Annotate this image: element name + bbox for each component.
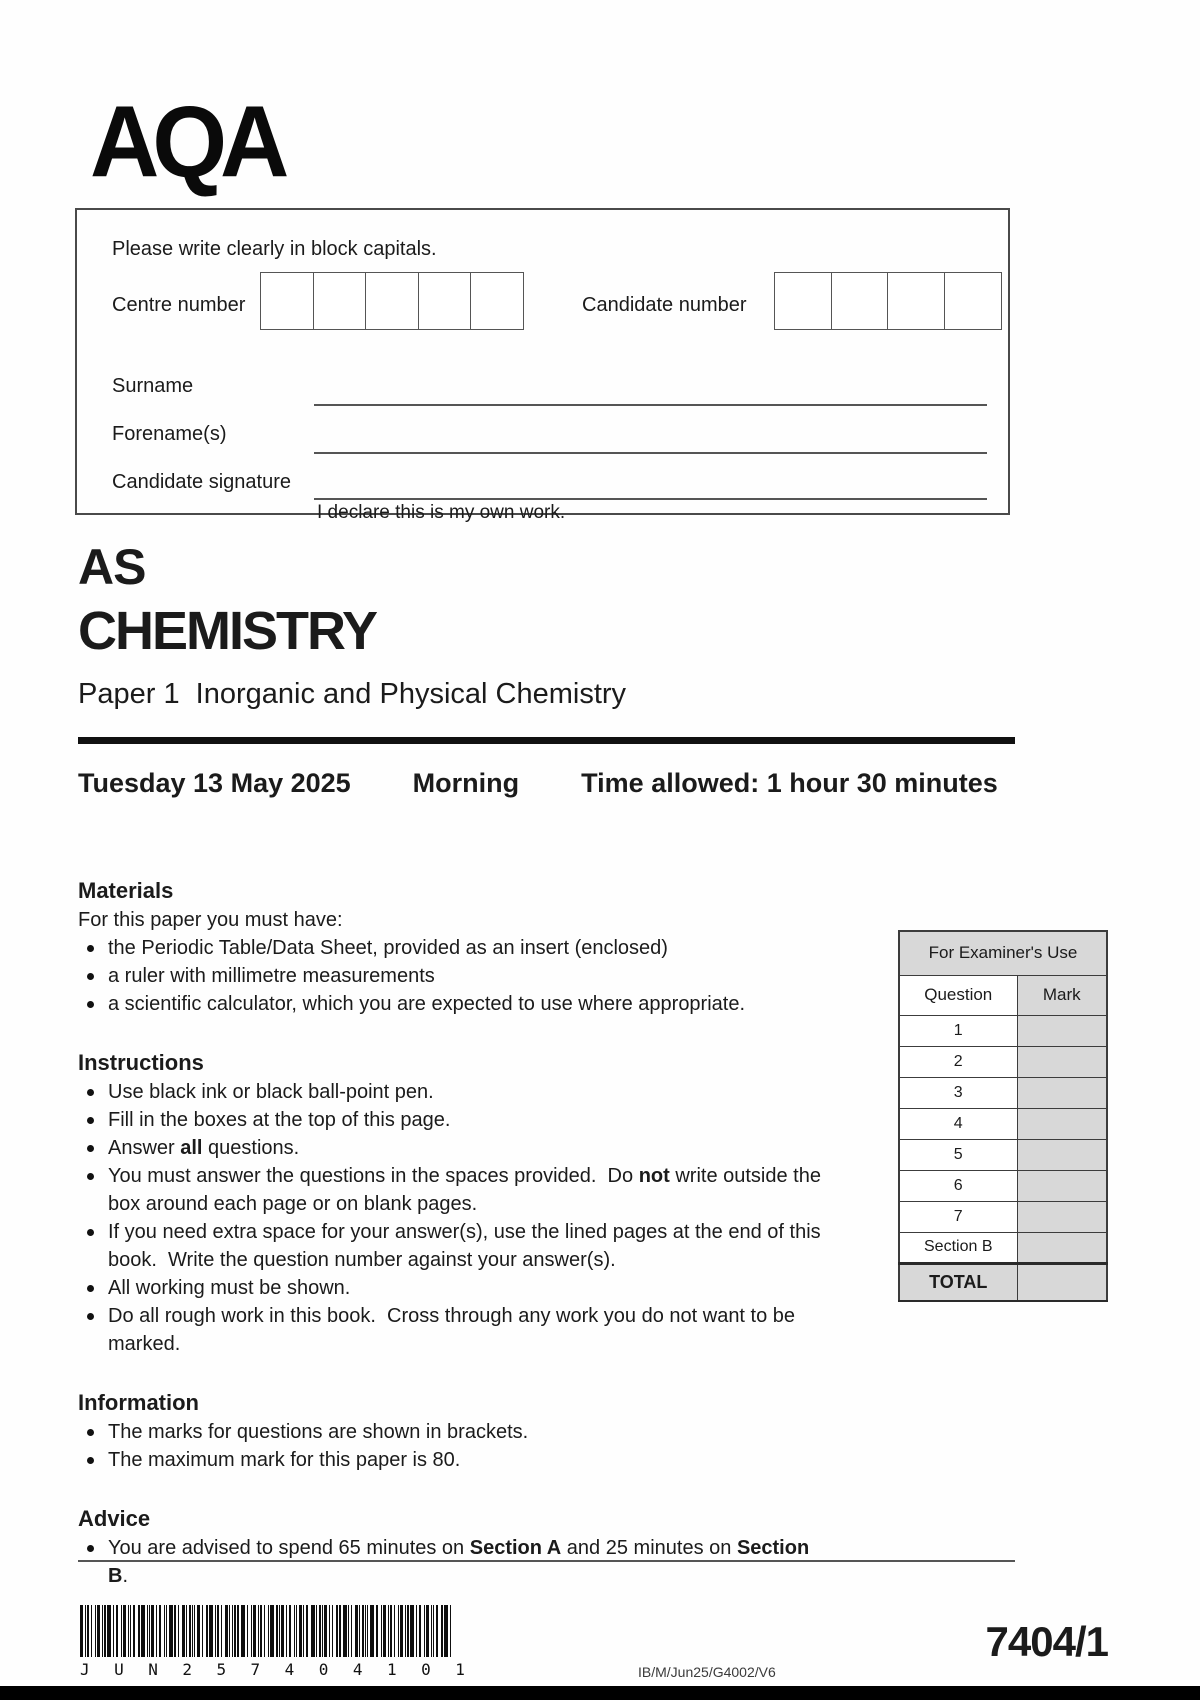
question-cell: 4: [899, 1108, 1017, 1139]
barcode-bar: [209, 1605, 213, 1657]
barcode-bar: [206, 1605, 208, 1657]
barcode-bar: [91, 1605, 92, 1657]
surname-input-line[interactable]: [314, 404, 987, 406]
question-cell: TOTAL: [899, 1263, 1017, 1301]
bullet-item: [78, 1274, 830, 1302]
barcode-bar: [289, 1605, 291, 1657]
candidate-number-boxes: [774, 272, 1000, 330]
section-instructions: [78, 1048, 830, 1358]
barcode-bar: [80, 1605, 83, 1657]
mark-cell: [1017, 1201, 1107, 1232]
centre-number-boxes: [260, 272, 523, 330]
barcode-char: 1: [455, 1660, 465, 1679]
bullet-item: [78, 1134, 830, 1162]
barcode-bar: [156, 1605, 157, 1657]
barcode-bar: [151, 1605, 154, 1657]
paper-title: Paper 1 Inorganic and Physical Chemistry: [78, 678, 627, 710]
bullet-item: [78, 1446, 830, 1474]
barcode-bar: [197, 1605, 200, 1657]
examiner-row: [899, 1232, 1107, 1263]
barcode-bar: [351, 1605, 352, 1657]
barcode-bar: [130, 1605, 131, 1657]
barcode-bar: [286, 1605, 287, 1657]
barcode-bar: [424, 1605, 425, 1657]
barcode-bar: [202, 1605, 203, 1657]
examiner-row: [899, 1015, 1107, 1046]
barcode-bar: [426, 1605, 429, 1657]
barcode-bar: [324, 1605, 327, 1657]
barcode-bar: [85, 1605, 86, 1657]
barcode-bar: [270, 1605, 274, 1657]
barcode-bar: [381, 1605, 382, 1657]
barcode-bar: [141, 1605, 145, 1657]
mark-cell: [1017, 1015, 1107, 1046]
barcode-bar: [365, 1605, 366, 1657]
forename-input-line[interactable]: [314, 452, 987, 454]
bullet-text: Do all rough work in this book. Cross through any work you do not want to be marked.: [108, 1305, 801, 1355]
barcode-char: 0: [421, 1660, 431, 1679]
barcode-char: N: [148, 1660, 158, 1679]
footer-rule: [78, 1560, 1015, 1562]
barcode-bar: [343, 1605, 347, 1657]
examiner-row: [899, 1170, 1107, 1201]
bullet-text: a ruler with millimetre measurements: [108, 965, 435, 987]
question-cell: 3: [899, 1077, 1017, 1108]
bullet-text: Answer all questions.: [108, 1137, 300, 1159]
barcode-char: 2: [182, 1660, 192, 1679]
mark-cell: [1017, 1170, 1107, 1201]
barcode-bar: [138, 1605, 140, 1657]
section-heading: Instructions: [78, 1050, 204, 1075]
declaration-text: I declare this is my own work.: [317, 502, 566, 523]
bullet-item: [78, 1078, 830, 1106]
entry-box[interactable]: [260, 272, 314, 330]
barcode-bar: [232, 1605, 233, 1657]
barcode-bar: [97, 1605, 100, 1657]
bullet-item: [78, 1218, 830, 1274]
bullet-text: The maximum mark for this paper is 80.: [108, 1449, 461, 1471]
barcode-bar: [299, 1605, 302, 1657]
bullet-item: [78, 962, 830, 990]
barcode-bar: [247, 1605, 248, 1657]
mark-cell: [1017, 1232, 1107, 1263]
barcode-char: U: [114, 1660, 124, 1679]
barcode-bar: [113, 1605, 114, 1657]
barcode-bar: [169, 1605, 173, 1657]
examiner-col-mark: Mark: [1017, 975, 1107, 1015]
bullet-text: All working must be shown.: [108, 1277, 351, 1299]
barcode-bar: [311, 1605, 315, 1657]
entry-box[interactable]: [887, 272, 945, 330]
barcode-bar: [370, 1605, 374, 1657]
subject-title: CHEMISTRY: [78, 601, 377, 661]
barcode-bar: [339, 1605, 341, 1657]
forename-label: Forename(s): [112, 423, 227, 445]
barcode-bar: [336, 1605, 338, 1657]
examiner-row: [899, 1201, 1107, 1232]
barcode-bar: [186, 1605, 187, 1657]
paper-reference: 7404/1: [985, 1618, 1108, 1665]
bullet-text: Use black ink or black ball-point pen.: [108, 1081, 434, 1103]
bullet-item: [78, 1106, 830, 1134]
bullet-item: [78, 1534, 830, 1590]
candidate-details-box: [75, 208, 1010, 523]
examiner-col-question: Question: [899, 975, 1017, 1015]
barcode-bar: [281, 1605, 284, 1657]
centre-number-label: Centre number: [112, 294, 246, 316]
examiner-row: [899, 1077, 1107, 1108]
question-cell: Section B: [899, 1232, 1017, 1263]
barcode-bar: [398, 1605, 399, 1657]
bullet-text: You must answer the questions in the spaces provided. Do not write outside the box around each page or on blank pages.: [108, 1165, 827, 1215]
aqa-logo: AQA: [90, 86, 283, 199]
barcode-bar: [225, 1605, 228, 1657]
barcode-bar: [355, 1605, 358, 1657]
barcode-bar: [441, 1605, 443, 1657]
barcode-bar: [348, 1605, 349, 1657]
section-heading: Information: [78, 1390, 199, 1415]
barcode-bar: [306, 1605, 308, 1657]
surname-label: Surname: [112, 375, 194, 397]
barcode-bar: [104, 1605, 106, 1657]
section-bullet-list: [78, 934, 830, 1018]
barcode-bar: [329, 1605, 330, 1657]
section-advice: [78, 1504, 830, 1590]
bullet-item: [78, 990, 830, 1018]
barcode-bar: [253, 1605, 256, 1657]
barcode-bar: [383, 1605, 386, 1657]
question-cell: 6: [899, 1170, 1017, 1201]
section-heading: Materials: [78, 878, 174, 903]
examiner-title-row: [899, 931, 1107, 975]
section-bullet-list: [78, 1534, 830, 1590]
examiner-table: [898, 930, 1108, 1302]
barcode-bar: [433, 1605, 434, 1657]
question-cell: 1: [899, 1015, 1017, 1046]
barcode-bar: [405, 1605, 406, 1657]
barcode-bar: [410, 1605, 414, 1657]
bullet-text: The marks for questions are shown in brackets.: [108, 1421, 529, 1443]
barcode-char: 4: [284, 1660, 295, 1679]
barcode-bars: [80, 1605, 465, 1657]
bullet-text: You are advised to spend 65 minutes on Section A and 25 minutes on Section B.: [108, 1537, 815, 1587]
block-capitals-instruction: Please write clearly in block capitals.: [112, 238, 437, 260]
examiner-table-title: For Examiner's Use: [899, 931, 1107, 975]
barcode-bar: [189, 1605, 191, 1657]
barcode-bar: [128, 1605, 129, 1657]
title-rule: [78, 737, 1015, 744]
entry-box[interactable]: [831, 272, 889, 330]
bottom-edge-bar: [0, 1686, 1200, 1700]
barcode-bar: [102, 1605, 103, 1657]
session-line: [78, 768, 998, 799]
barcode-bar: [217, 1605, 219, 1657]
examiner-row: [899, 1263, 1107, 1301]
examiner-header-row: [899, 975, 1107, 1015]
examiner-row: [899, 1108, 1107, 1139]
barcode-bar: [276, 1605, 278, 1657]
barcode-char: 1: [386, 1660, 397, 1679]
bullet-text: If you need extra space for your answer(s), use the lined pages at the end of this book. Write the question number against your answer(s).: [108, 1221, 827, 1271]
barcode-bar: [229, 1605, 230, 1657]
barcode-bar: [159, 1605, 161, 1657]
entry-box[interactable]: [365, 272, 419, 330]
examiner-row: [899, 1139, 1107, 1170]
barcode-bar: [332, 1605, 333, 1657]
exam-date: Tuesday 13 May 2025: [78, 768, 351, 798]
barcode-char: 4: [352, 1660, 363, 1679]
section-intro: For this paper you must have:: [78, 909, 343, 931]
barcode-bar: [241, 1605, 245, 1657]
barcode-bar: [133, 1605, 135, 1657]
entry-box[interactable]: [313, 272, 367, 330]
barcode-bar: [388, 1605, 389, 1657]
barcode: [80, 1605, 465, 1679]
entry-box[interactable]: [470, 272, 524, 330]
print-ref-code: IB/M/Jun25/G4002/V6: [638, 1664, 776, 1680]
section-heading: Advice: [78, 1506, 151, 1531]
section-information: [78, 1388, 830, 1474]
barcode-bar: [164, 1605, 165, 1657]
barcode-bar: [316, 1605, 317, 1657]
mark-cell: [1017, 1263, 1107, 1301]
barcode-bar: [444, 1605, 448, 1657]
barcode-text: [80, 1660, 465, 1679]
barcode-bar: [221, 1605, 222, 1657]
barcode-bar: [121, 1605, 122, 1657]
signature-label: Candidate signature: [112, 471, 292, 493]
barcode-bar: [258, 1605, 259, 1657]
barcode-bar: [322, 1605, 323, 1657]
examiner-row: [899, 1046, 1107, 1077]
barcode-bar: [450, 1605, 451, 1657]
barcode-bar: [436, 1605, 438, 1657]
barcode-bar: [166, 1605, 167, 1657]
entry-box[interactable]: [944, 272, 1002, 330]
barcode-char: 0: [318, 1660, 329, 1679]
barcode-bar: [260, 1605, 262, 1657]
barcode-bar: [251, 1605, 252, 1657]
barcode-char: 7: [250, 1660, 261, 1679]
barcode-bar: [178, 1605, 179, 1657]
section-bullet-list: [78, 1418, 830, 1474]
barcode-bar: [192, 1605, 193, 1657]
barcode-bar: [116, 1605, 118, 1657]
barcode-bar: [419, 1605, 421, 1657]
candidate-number-label: Candidate number: [582, 294, 747, 316]
entry-box[interactable]: [774, 272, 832, 330]
question-cell: 2: [899, 1046, 1017, 1077]
question-cell: 7: [899, 1201, 1017, 1232]
time-allowed: Time allowed: 1 hour 30 minutes: [581, 768, 998, 798]
bullet-item: [78, 1162, 830, 1218]
mark-cell: [1017, 1108, 1107, 1139]
front-page-sections: [78, 876, 830, 1620]
barcode-bar: [149, 1605, 150, 1657]
barcode-bar: [194, 1605, 195, 1657]
barcode-bar: [400, 1605, 403, 1657]
barcode-bar: [234, 1605, 236, 1657]
barcode-bar: [407, 1605, 409, 1657]
barcode-bar: [376, 1605, 378, 1657]
barcode-char: J: [80, 1660, 90, 1679]
exam-session: Morning: [412, 768, 520, 798]
section-materials: [78, 876, 830, 1018]
section-bullet-list: [78, 1078, 830, 1358]
barcode-bar: [416, 1605, 417, 1657]
bullet-text: a scientific calculator, which you are expected to use where appropriate.: [108, 993, 746, 1015]
qualification-title: AS: [78, 539, 146, 595]
question-cell: 5: [899, 1139, 1017, 1170]
barcode-bar: [107, 1605, 111, 1657]
mark-cell: [1017, 1139, 1107, 1170]
bullet-item: [78, 1418, 830, 1446]
barcode-bar: [319, 1605, 321, 1657]
barcode-bar: [362, 1605, 364, 1657]
barcode-char: 5: [216, 1660, 227, 1679]
barcode-bar: [174, 1605, 176, 1657]
bullet-item: [78, 934, 830, 962]
barcode-bar: [237, 1605, 239, 1657]
entry-box[interactable]: [418, 272, 472, 330]
barcode-bar: [123, 1605, 126, 1657]
barcode-bar: [394, 1605, 395, 1657]
barcode-bar: [431, 1605, 432, 1657]
barcode-bar: [215, 1605, 216, 1657]
bullet-text: the Periodic Table/Data Sheet, provided as an insert (enclosed): [108, 937, 668, 959]
barcode-bar: [279, 1605, 280, 1657]
mark-cell: [1017, 1077, 1107, 1108]
barcode-bar: [296, 1605, 297, 1657]
barcode-bar: [182, 1605, 185, 1657]
barcode-bar: [359, 1605, 360, 1657]
bullet-item: [78, 1302, 830, 1358]
mark-cell: [1017, 1046, 1107, 1077]
barcode-bar: [147, 1605, 148, 1657]
barcode-bar: [294, 1605, 295, 1657]
barcode-bar: [303, 1605, 304, 1657]
barcode-bar: [367, 1605, 368, 1657]
barcode-bar: [87, 1605, 89, 1657]
barcode-bar: [95, 1605, 96, 1657]
signature-input-line[interactable]: [314, 498, 987, 500]
bullet-text: Fill in the boxes at the top of this page.: [108, 1109, 451, 1131]
barcode-bar: [268, 1605, 269, 1657]
barcode-bar: [264, 1605, 265, 1657]
barcode-bar: [390, 1605, 392, 1657]
